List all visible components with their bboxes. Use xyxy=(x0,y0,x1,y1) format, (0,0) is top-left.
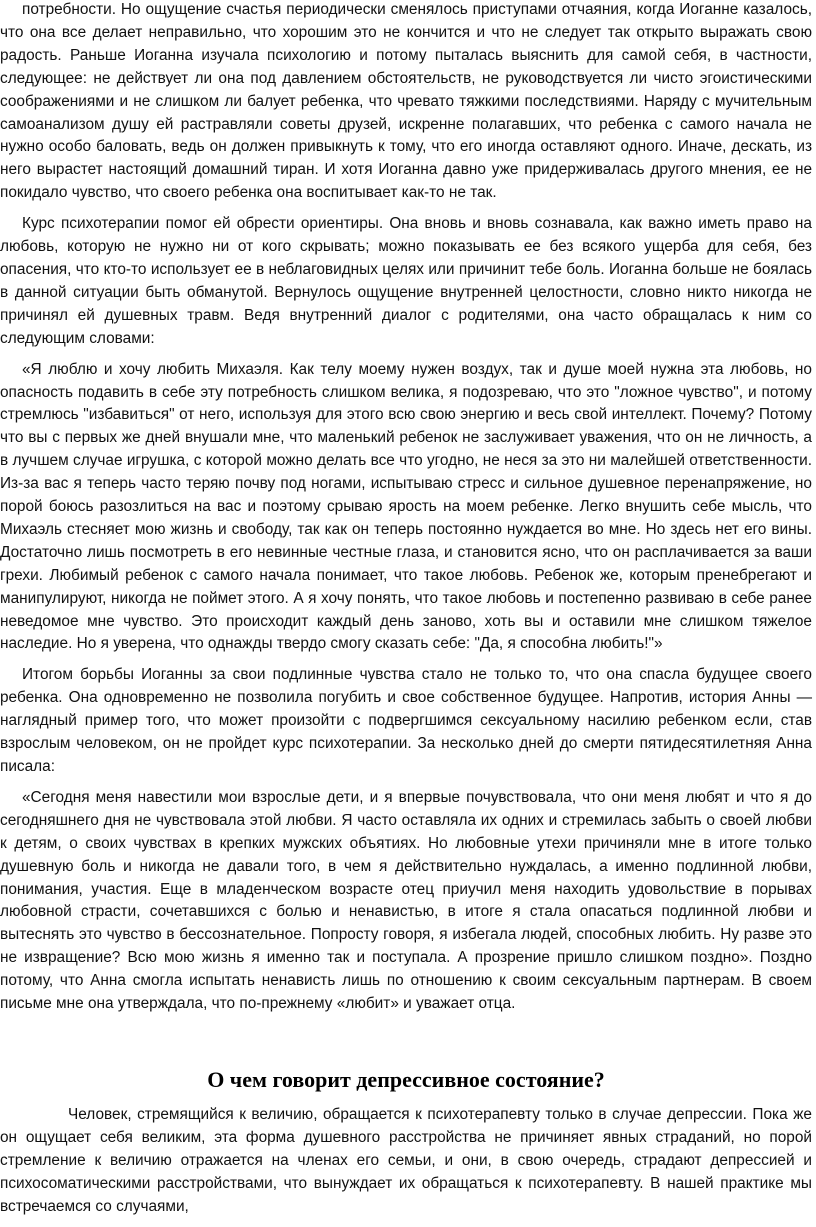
section-text xyxy=(0,1104,812,1227)
section-title: О чем говорит депрессивное состояние? xyxy=(207,1067,605,1092)
paragraph: Человек, стремящийся к величию, обращается к психотерапевту только в случае депрессии. Пока же он ощущает себя великим, эта форма душевного расстройства не причиняет явных страданий, но порой стремление к величию отражается на членах его семьи, и они, в свою очередь, страдают депрессией и психосоматическими расстройствами, что вынуждает их обращаться к психотерапевту. В нашей практике мы встречаемся со случаями, xyxy=(0,1106,812,1215)
paragraph: потребности. Но ощущение счастья периодически сменялось приступами отчаяния, когда Иоганне казалось, что она все делает неправильно, что хорошим это не кончится и что не следует так открыто выражать свою радость. Раньше Иоганна изучала психологию и потому пыталась выяснить для самой себя, в частности, следующее: не действует ли она под давлением обстоятельств, не руководствуется ли чисто эгоистическими соображениями и не слишком ли балует ребенка, что чревато тяжкими последствиями. Наряду с мучительным самоанализом душу ей растравляли советы друзей, искренне полагавших, что ребенка с самого начала не нужно особо баловать, ведь он должен привыкнуть к тому, что его иногда оставляют одного. Иначе, дескать, из него вырастет настоящий домашний тиран. И хотя Иоганна давно уже придерживалась другого мнения, ее не покидало чувство, что своего ребенка она воспитывает как-то не так. xyxy=(0,1,812,202)
paragraph: Курс психотерапии помог ей обрести ориентиры. Она вновь и вновь сознавала, как важно иметь право на любовь, которую не нужно ни от кого скрывать; можно показывать ее без всякого ущерба для себя, без опасения, что кто-то использует ее в неблаговидных целях или причинит тебе боль. Иоганна больше не боялась в данной ситуации быть обманутой. Вернулось ощущение внутренней целостности, словно никто никогда не причинял ей душевных травм. Ведя внутренний диалог с родителями, она часто обращалась к ним со следующим словами: xyxy=(0,215,812,347)
paragraph: «Сегодня меня навестили мои взрослые дети, и я впервые почувствовала, что они меня любят и что я до сегодняшнего дня не чувствовала этой любви. Я часто оставляла их одних и стремилась забыть о своей любви к детям, о своих чувствах в крепких мужских объятиях. Но любовные утехи причиняли мне в итоге только душевную боль и никогда не давали того, в чем я действительно нуждалась, а именно подлинной любви, понимания, участия. Еще в младенческом возрасте отец приучил меня находить удовольствие в порывах любовной страсти, сочетавшихся с болью и ненавистью, в итоге я стала опасаться подлинной любви и вытеснять это чувство в бессознательное. Попросту говоря, я избегала людей, способных любить. Ну разве это не извращение? Всю мою жизнь я именно так и поступала. А прозрение пришло слишком поздно». Поздно потому, что Анна смогла испытать ненависть лишь по отношению к своим сексуальным партнерам. В своем письме мне она утверждала, что по-прежнему «любит» и уважает отца. xyxy=(0,788,812,1013)
paragraph: Итогом борьбы Иоганны за свои подлинные чувства стало не только то, что она спасла будущее своего ребенка. Она одновременно не позволила погубить и свое собственное будущее. Напротив, история Анны — наглядный пример того, что может произойти с подвергшимся сексуальному насилию ребенком если, став взрослым человеком, он не пройдет курс психотерапии. За несколько дней до смерти пятидесятилетняя Анна писала: xyxy=(0,666,812,775)
paragraph: «Я люблю и хочу любить Михаэля. Как телу моему нужен воздух, так и душе моей нужна эта любовь, но опасность подавить в себе эту потребность слишком велика, я подозреваю, что это "ложное чувство", и потому стремлюсь "избавиться" от него, используя для этого всю свою энергию и весь свой интеллект. Почему? Потому что вы с первых же дней внушали мне, что маленький ребенок не заслуживает уважения, что он не личность, а в лучшем случае игрушка, с которой можно делать все что угодно, не неся за это ни малейшей ответственности. Из-за вас я теперь часто теряю почву под ногами, испытываю стресс и сильное душевное перенапряжение, но порой боюсь разозлиться на вас и поэтому срываю ярость на моем ребенке. Легко внушить себе мысль, что Михаэль стесняет мою жизнь и свободу, так как он теперь постоянно нуждается во мне. Но здесь нет его вины. Достаточно лишь посмотреть в его невинные честные глаза, и становится ясно, что он расплачивается за ваши грехи. Любимый ребенок с самого начала понимает, что такое любовь. Ребенок же, которым пренебрегают и манипулируют, никогда не поймет этого. А я хочу понять, что такое любовь и постепенно развиваю в себе ранее неведомое мне чувство. Это происходит каждый день заново, хоть вы и оставили мне слишком тяжелое наследие. Но я уверена, что однажды твердо смогу сказать себе: "Да, я способна любить!"» xyxy=(0,360,812,653)
